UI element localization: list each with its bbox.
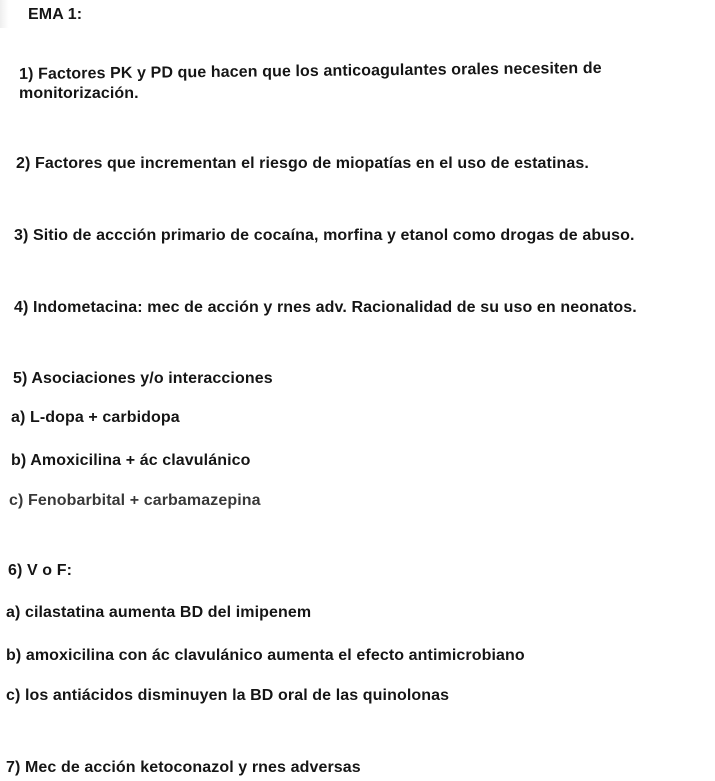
question-3: 3) Sitio de accción primario de cocaína, morfina y etanol como drogas de abuso. (14, 227, 635, 244)
question-6-item-b: b) amoxicilina con ác clavulánico aumenta el efecto antimicrobiano (6, 647, 525, 664)
question-1-line-1: 1) Factores PK y PD que hacen que los anticoagulantes orales necesiten de (19, 59, 602, 83)
question-5-item-b: b) Amoxicilina + ác clavulánico (11, 452, 251, 469)
question-5-item-a: a) L-dopa + carbidopa (11, 409, 180, 426)
question-5: 5) Asociaciones y/o interacciones (13, 370, 273, 387)
question-6-item-c: c) los antiácidos disminuyen la BD oral de las quinolonas (6, 687, 450, 704)
question-6-item-a: a) cilastatina aumenta BD del imipenem (6, 604, 312, 621)
question-4: 4) Indometacina: mec de acción y rnes adv. Racionalidad de su uso en neonatos. (14, 299, 637, 316)
question-7: 7) Mec de acción ketoconazol y rnes adversas (6, 759, 361, 776)
question-6: 6) V o F: (8, 562, 73, 579)
question-5-item-c: c) Fenobarbital + carbamazepina (9, 492, 261, 509)
document-title: EMA 1: (28, 6, 83, 23)
question-1-line-2: monitorización. (19, 85, 139, 102)
scan-edge-shadow (0, 0, 12, 28)
question-2: 2) Factores que incrementan el riesgo de miopatías en el uso de estatinas. (16, 155, 589, 172)
